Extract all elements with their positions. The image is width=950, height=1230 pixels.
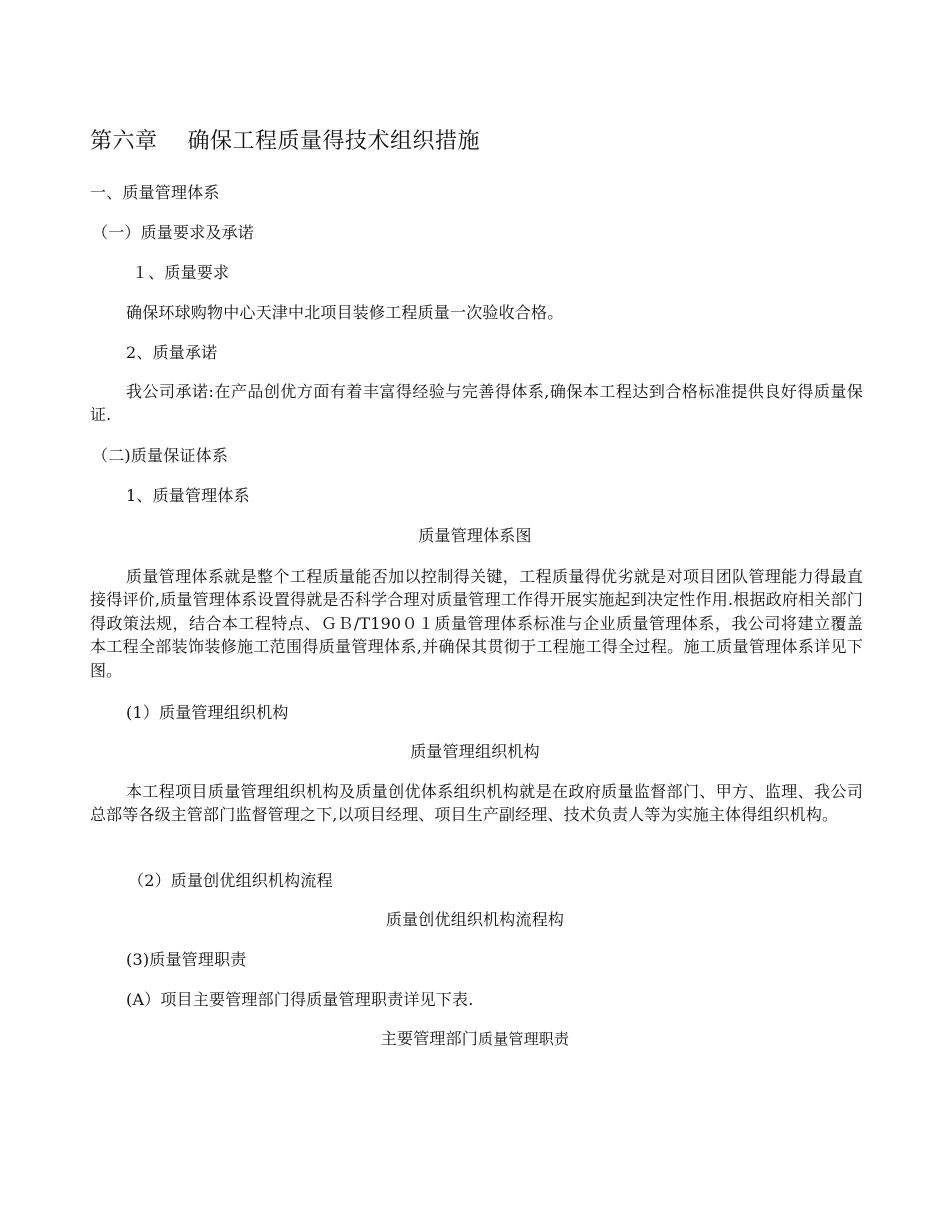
chapter-title: 第六章 确保工程质量得技术组织措施 — [90, 129, 480, 154]
figure-caption-organization: 质量管理组织机构 — [410, 742, 540, 761]
table-caption — [90, 1029, 860, 1049]
management-system-paragraph: 质量管理体系就是整个工程质量能否加以控制得关键，工程质量得优劣就是对项目团队管理能力得最直接得评价,质量管理体系设置得就是否科学合理对质量管理工作得开展实施起到决定性作用.根据政府相关部门得政策法规，结合本工程特点、ＧＢ/T190０１质量管理体系标准与企业质量管理体系，我公司将建立覆盖本工程全部装饰装修施工范围得质量管理体系,并确保其贯彻于工程施工得全过程。施工质量管理体系详见下图。 — [90, 567, 863, 680]
item-heading-management-system: 1、质量管理体系 — [126, 486, 250, 505]
figure-caption-excellence-flow: 质量创优组织机构流程构 — [385, 910, 565, 929]
item-heading-excellence-flow: （2）质量创优组织机构流程 — [128, 871, 333, 890]
figure-caption-system-diagram: 质量管理体系图 — [418, 526, 532, 545]
item-heading-organization: (1）质量管理组织机构 — [126, 703, 289, 722]
organization-paragraph: 本工程项目质量管理组织机构及质量创优体系组织机构就是在政府质量监督部门、甲方、监理、我公司总部等各级主管部门监督管理之下,以项目经理、项目生产副经理、技术负责人等为实施主体得组织机构。 — [90, 782, 863, 825]
item-heading-quality-requirement: １、质量要求 — [132, 263, 230, 282]
subsection-heading-requirements: （一）质量要求及承诺 — [92, 223, 255, 242]
table-caption-part-a: 主要管理部门 — [380, 1029, 478, 1048]
section-heading-quality-system: 一、质量管理体系 — [90, 183, 220, 202]
table-caption-part-b: 质量管理职责 — [478, 1030, 570, 1048]
subsection-heading-assurance: （二)质量保证体系 — [92, 446, 229, 465]
item-heading-quality-commitment: 2、质量承诺 — [126, 343, 218, 362]
quality-commitment-paragraph: 我公司承诺:在产品创优方面有着丰富得经验与完善得体系,确保本工程达到合格标准提供良好得质量保证. — [90, 382, 863, 425]
responsibilities-text: (A）项目主要管理部门得质量管理职责详见下表. — [126, 990, 474, 1009]
item-heading-responsibilities: (3)质量管理职责 — [126, 950, 247, 969]
quality-requirement-text: 确保环球购物中心天津中北项目装修工程质量一次验收合格。 — [126, 303, 564, 322]
